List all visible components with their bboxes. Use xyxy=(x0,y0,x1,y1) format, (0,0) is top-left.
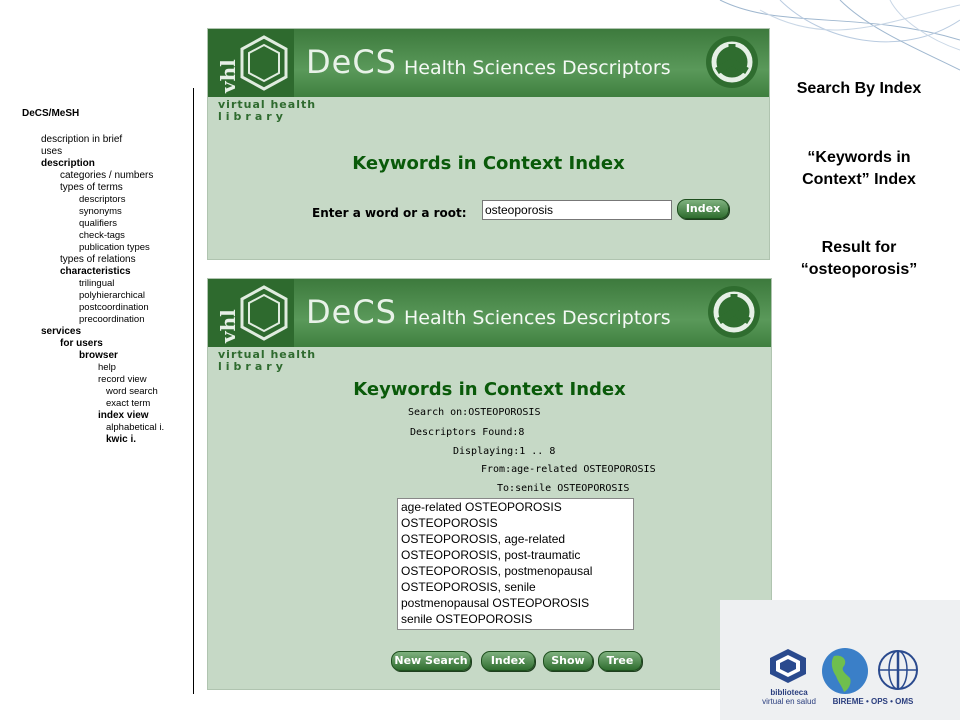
result-panel xyxy=(207,278,772,690)
new-search-button[interactable]: New Search xyxy=(391,651,471,671)
note-result-line1: Result for xyxy=(821,239,897,256)
info-search-on xyxy=(408,407,540,418)
search-panel-title: Keywords in Context Index xyxy=(352,153,625,174)
info-value: age-related OSTEOPOROSIS xyxy=(511,464,656,475)
vhl-library-label-result xyxy=(218,349,316,373)
outline-item: word search xyxy=(106,386,158,397)
vhl-logo-box-result xyxy=(208,279,294,347)
partner-logos xyxy=(720,600,960,720)
vhl-label-line2: library xyxy=(218,110,287,123)
decs-title: DeCS xyxy=(306,43,397,81)
note-kwic xyxy=(780,147,938,191)
info-descriptors-found xyxy=(410,427,524,438)
outline-item: types of relations xyxy=(60,254,136,265)
search-prompt: Enter a word or a root: xyxy=(312,206,467,220)
info-value: senile OSTEOPOROSIS xyxy=(515,483,630,494)
outline-item: postcoordination xyxy=(79,302,149,313)
info-value: OSTEOPOROSIS xyxy=(468,407,541,418)
note-kwic-line1: “Keywords in xyxy=(807,149,911,166)
outline-item: services xyxy=(41,326,82,337)
outline-item: categories / numbers xyxy=(60,170,154,181)
info-label: From: xyxy=(481,464,512,475)
note-result xyxy=(780,237,938,281)
banner-subtitle-result: Health Sciences Descriptors xyxy=(404,307,671,329)
outline-item: synonyms xyxy=(79,206,122,217)
outline-item: descriptors xyxy=(79,194,126,205)
trefoil-logo-icon xyxy=(705,283,763,341)
decs-banner xyxy=(208,29,769,97)
result-option[interactable]: OSTEOPOROSIS, senile xyxy=(401,580,536,594)
vhl-logo-box xyxy=(208,29,294,97)
vhl-label-line1: virtual health xyxy=(218,348,317,361)
result-option[interactable]: postmenopausal OSTEOPOROSIS xyxy=(401,596,590,610)
outline-item: exact term xyxy=(106,398,151,409)
outline-item: precoordination xyxy=(79,314,145,325)
outline-item: browser xyxy=(79,350,118,361)
info-from xyxy=(481,464,656,475)
outline-item: types of terms xyxy=(60,182,123,193)
biblioteca-line2: virtual en salud xyxy=(762,697,816,706)
vhl-label-line1: virtual health xyxy=(218,98,317,111)
search-panel xyxy=(207,28,770,260)
note-kwic-line2: Context” Index xyxy=(802,171,916,188)
outline-divider xyxy=(193,88,194,694)
banner-subtitle: Health Sciences Descriptors xyxy=(404,57,671,79)
info-to xyxy=(497,483,629,494)
vhl-globe-icon xyxy=(238,285,290,341)
vhl-logo-text: vhl xyxy=(216,59,240,93)
result-option[interactable]: senile OSTEOPOROSIS xyxy=(401,612,533,626)
outline-item: description xyxy=(41,158,95,169)
info-label: To: xyxy=(497,483,516,494)
outline-item: DeCS/MeSH xyxy=(22,108,80,119)
info-label: Displaying: xyxy=(453,446,520,457)
index-button[interactable]: Index xyxy=(677,199,729,219)
result-option[interactable]: age-related OSTEOPOROSIS xyxy=(401,500,562,514)
outline-item: publication types xyxy=(79,242,150,253)
biblioteca-label xyxy=(754,688,824,706)
americas-globe-icon xyxy=(820,646,870,696)
outline-item: help xyxy=(98,362,116,373)
outline-item: index view xyxy=(98,410,149,421)
outline-item: qualifiers xyxy=(79,218,118,229)
outline-item: characteristics xyxy=(60,266,131,277)
info-label: Descriptors Found: xyxy=(410,427,519,438)
outline-item: uses xyxy=(41,146,63,157)
index-button[interactable]: Index xyxy=(481,651,535,671)
vhl-library-label xyxy=(218,99,316,123)
decs-title-result: DeCS xyxy=(306,293,397,331)
outline-item: record view xyxy=(98,374,147,385)
tree-button[interactable]: Tree xyxy=(598,651,642,671)
outline-item: kwic i. xyxy=(106,434,137,445)
bireme-label: BIREME • OPS • OMS xyxy=(832,697,914,706)
outline-item: trilingual xyxy=(79,278,115,289)
word-search-input[interactable] xyxy=(482,200,672,220)
info-displaying xyxy=(453,446,555,457)
trefoil-logo-icon xyxy=(703,33,761,91)
decs-banner-result xyxy=(208,279,771,347)
result-option[interactable]: OSTEOPOROSIS, post-traumatic xyxy=(401,548,581,562)
note-search-by-index: Search By Index xyxy=(796,80,922,97)
vhl-label-line2: library xyxy=(218,360,287,373)
biblioteca-logo-icon xyxy=(768,648,808,684)
result-panel-title: Keywords in Context Index xyxy=(353,379,626,400)
info-value: 1 .. 8 xyxy=(519,446,556,457)
outline-item: polyhierarchical xyxy=(79,290,146,301)
outline-item: check-tags xyxy=(79,230,125,241)
result-option[interactable]: OSTEOPOROSIS, postmenopausal xyxy=(401,564,593,578)
info-value: 8 xyxy=(518,427,525,438)
outline-item: for users xyxy=(60,338,103,349)
show-button[interactable]: Show xyxy=(543,651,593,671)
result-option[interactable]: OSTEOPOROSIS, age-related xyxy=(401,532,566,546)
info-label: Search on: xyxy=(408,407,469,418)
topic-outline xyxy=(22,108,194,446)
who-emblem-icon xyxy=(874,648,922,694)
outline-item: description in brief xyxy=(41,134,123,145)
outline-item: alphabetical i. xyxy=(106,422,165,433)
biblioteca-line1: biblioteca xyxy=(770,688,808,697)
vhl-globe-icon xyxy=(238,35,290,91)
results-listbox[interactable] xyxy=(397,498,634,630)
vhl-logo-text-result: vhl xyxy=(216,309,240,343)
result-option[interactable]: OSTEOPOROSIS xyxy=(401,516,498,530)
note-result-line2: “osteoporosis” xyxy=(800,261,918,278)
